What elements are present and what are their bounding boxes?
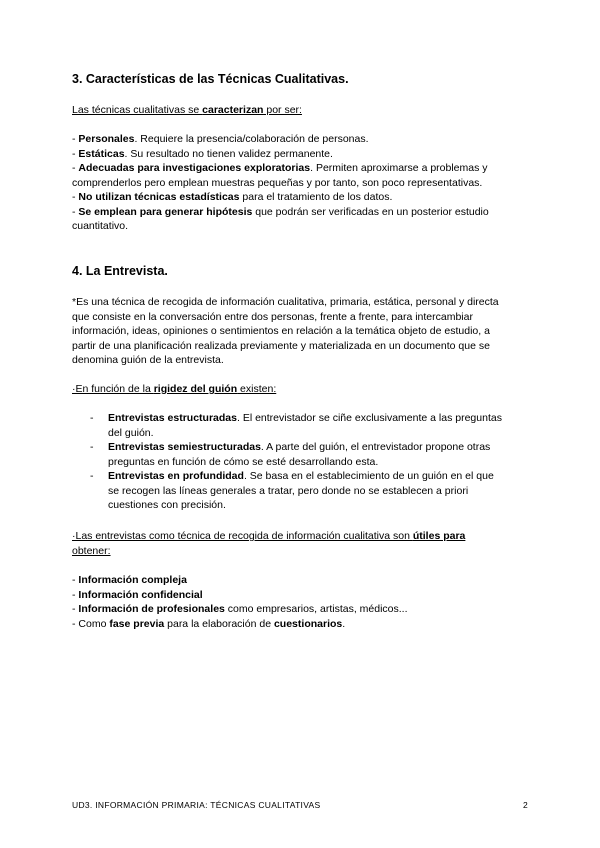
utiles-intro: ·Las entrevistas como técnica de recogida de información cualitativa son útiles para obtener: — [72, 530, 466, 557]
list-item: - Información confidencial — [72, 588, 203, 601]
section-4-heading: 4. La Entrevista. — [72, 264, 168, 278]
section-3-intro: Las técnicas cualitativas se caracterizan por ser: — [72, 104, 302, 116]
section-3-heading: 3. Características de las Técnicas Cualitativas. — [72, 72, 349, 86]
list-item: - Estáticas. Su resultado no tienen validez permanente. — [72, 147, 333, 160]
page-footer — [72, 800, 528, 810]
list-item: - Se emplean para generar hipótesis que podrán ser verificadas en un posterior estudio cuantitativo. — [72, 205, 489, 232]
list-item: - Adecuadas para investigaciones exploratorias. Permiten aproximarse a problemas y comprenderlos pero emplean muestras pequeñas y por tanto, son poco representativas. — [72, 162, 488, 189]
list-item: - Como fase previa para la elaboración de cuestionarios. — [72, 617, 346, 630]
interview-definition: *Es una técnica de recogida de información cualitativa, primaria, estática, personal y directa que consiste en la conversación entre dos personas, frente a frente, para intercambiar información, ideas, opiniones o sentimientos en relación a la temática objeto de estudio, a partir de una planificación realizada previamente y materializada en un documento que se denomina guión de la entrevista. — [72, 296, 499, 366]
list-item: - No utilizan técnicas estadísticas para el tratamiento de los datos. — [72, 191, 393, 203]
list-item: - Entrevistas semiestructuradas. A parte del guión, el entrevistador propone otras preguntas en función de cómo se esté desarrollando esta. — [90, 441, 491, 468]
list-item: - Información de profesionales como empresarios, artistas, médicos... — [72, 603, 408, 615]
list-item: - Información compleja — [72, 574, 187, 586]
list-item: - Personales. Requiere la presencia/colaboración de personas. — [72, 133, 369, 145]
interview-types-list — [90, 411, 530, 513]
page-number: 2 — [522, 800, 528, 810]
characteristics-list — [72, 132, 528, 234]
uses-list — [72, 573, 528, 631]
rigidez-intro: ·En función de la rigidez del guión existen: — [72, 383, 277, 395]
list-item: - Entrevistas estructuradas. El entrevistador se ciñe exclusivamente a las preguntas del guión. — [90, 412, 502, 439]
footer-title: UD3. INFORMACIÓN PRIMARIA: TÉCNICAS CUALITATIVAS — [72, 800, 321, 810]
list-item: - Entrevistas en profundidad. Se basa en el establecimiento de un guión en el que se recogen las líneas generales a tratar, pero donde no se establecen a priori cuestiones con precisión. — [90, 470, 494, 511]
